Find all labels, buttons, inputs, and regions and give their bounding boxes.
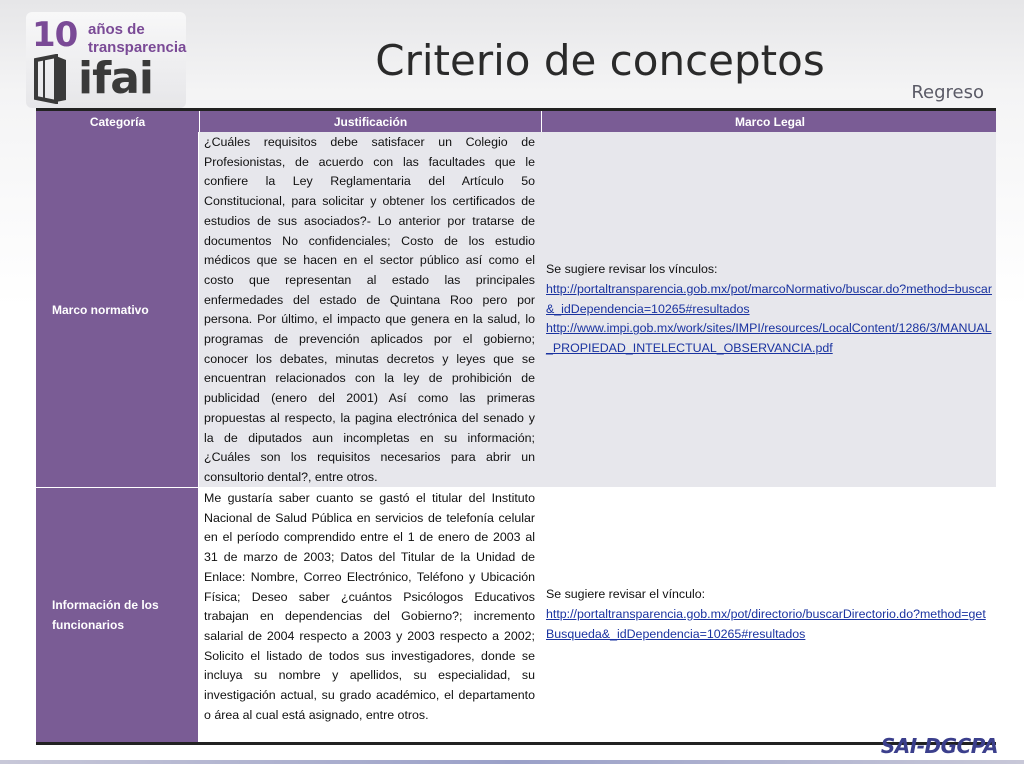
legal-intro: Se sugiere revisar los vínculos: [546, 262, 718, 277]
legal-link[interactable]: http://www.impi.gob.mx/work/sites/IMPI/resources/LocalContent/1286/3/MANUAL_PROPIEDAD_INTELECTUAL_OBSERVANCIA.pdf [546, 321, 992, 356]
legal-cell [540, 132, 996, 487]
criteria-table [36, 108, 996, 745]
footer-brand: SAI-DGCPA [880, 734, 998, 758]
door-icon [34, 54, 68, 104]
logo-ifai-text: ifai [78, 53, 153, 104]
category-cell: Marco normativo [36, 132, 199, 487]
logo-text-line1: años de [88, 21, 145, 38]
table-row [36, 488, 996, 742]
category-cell: Información de los funcionarios [36, 488, 199, 742]
justification-cell: ¿Cuáles requisitos debe satisfacer un Colegio de Profesionistas, de acuerdo con las facultades que le confiere la Ley Reglamentaria del Artículo 5o Constitucional, para solicitar y obtener los certificados de estudios de sus asociados?- Lo anterior por tratarse de documentos No confidenciales; Costo de los estudio médicos que se hacen en el sector público así como el costo que representan al estado las principales enfermedades del estado de Quintana Roo pero por persona. Por último, el impacto que genera en la salud, lo programas de prevención aplicados por el gobierno; conocer los debates, minutas decretos y leyes que se encuentran relacionados con la ley de prohibición de publicidad (enero del 2001) Así como las primeras propuestas al respecto, la pagina electrónica del senado y la de diputados aun incompletas en su información; ¿Cuáles son los requisitos necesarios para abrir un consultorio dental?, entre otros. [199, 132, 540, 487]
page-title: Criterio de conceptos [375, 36, 825, 85]
back-link[interactable]: Regreso [911, 82, 984, 103]
table-row [36, 132, 996, 488]
logo-text-line2: transparencia [88, 39, 187, 56]
column-header-category: Categoría [36, 111, 200, 132]
legal-cell [540, 488, 996, 742]
footer-divider [0, 760, 1024, 764]
column-header-justification: Justificación [200, 111, 542, 132]
legal-link[interactable]: http://portaltransparencia.gob.mx/pot/directorio/buscarDirectorio.do?method=getBusqueda&_idDependencia=10265#resultados [546, 607, 986, 641]
legal-intro: Se sugiere revisar el vínculo: [546, 587, 706, 602]
table-header [36, 111, 996, 132]
ifai-logo [26, 12, 186, 108]
justification-cell: Me gustaría saber cuanto se gastó el titular del Instituto Nacional de Salud Pública en servicios de telefonía celular en el período comprendido entre el 1 de enero de 2003 al 31 de marzo de 2003; Datos del Titular de la Unidad de Enlace: Nombre, Correo Electrónico, Teléfono y Ubicación Física; Deseo saber ¿cuántos Psicólogos Educativos trabajan en dependencias del Gobierno?; incremento salarial de 2004 respecto a 2003 y 2003 respecto a 2002; Solicito el listado de todos sus investigadores, donde se incluya su nombre y apellidos, su especialidad, su investigación actual, su grado académico, el departamento o área al cual está asignado, entre otros. [199, 488, 540, 742]
legal-link[interactable]: http://portaltransparencia.gob.mx/pot/marcoNormativo/buscar.do?method=buscar&_idDependencia=10265#resultados [546, 281, 992, 316]
column-header-legal: Marco Legal [734, 114, 806, 129]
logo-ten: 10 [32, 15, 78, 55]
